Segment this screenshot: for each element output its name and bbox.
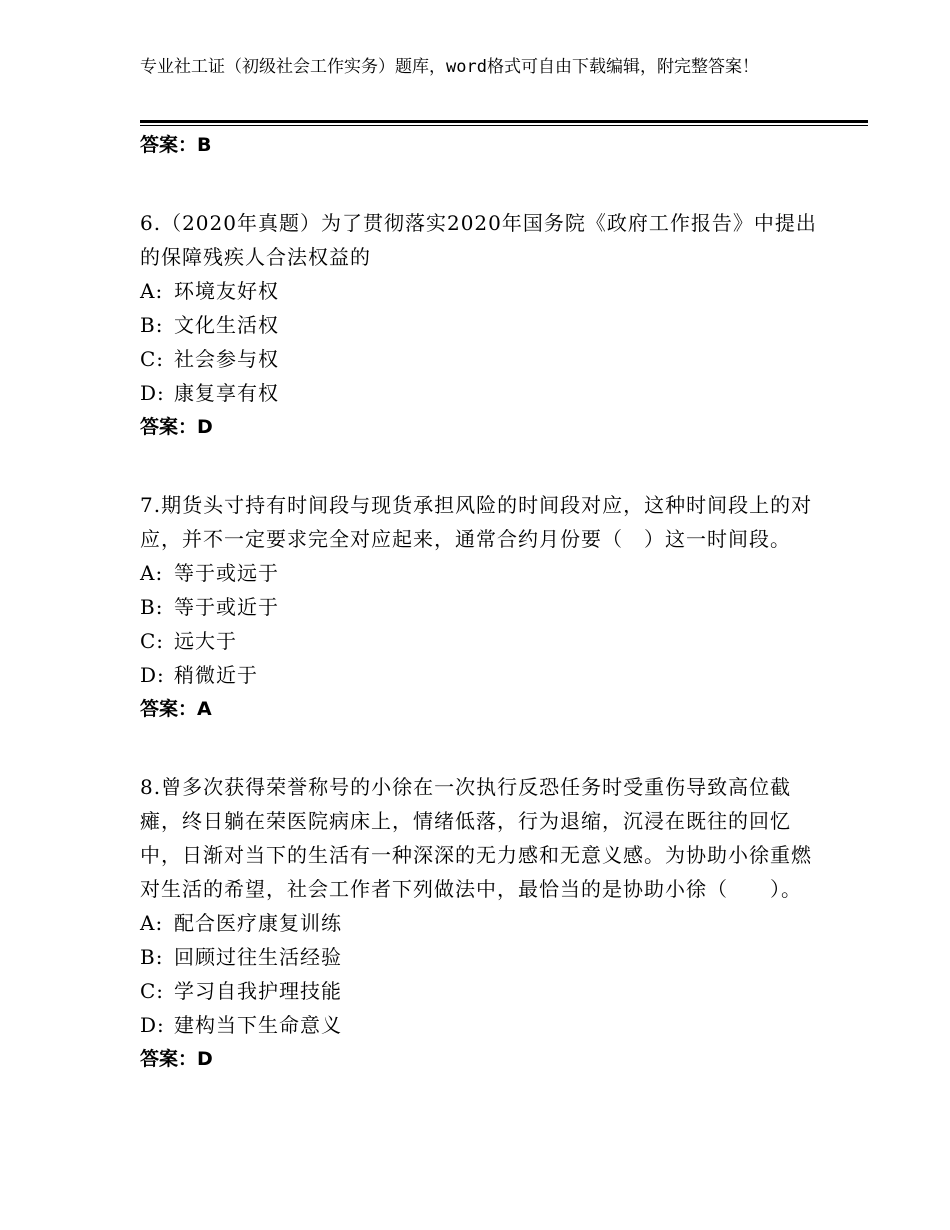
question-8	[140, 770, 820, 1076]
option-d	[140, 376, 820, 410]
answer: 答案：D	[140, 1048, 213, 1070]
option-c	[140, 974, 820, 1008]
option-letter: B:	[140, 595, 164, 619]
option-a	[140, 906, 820, 940]
answer: 答案：A	[140, 698, 212, 720]
option-letter: D:	[140, 1013, 165, 1037]
answer: 答案：D	[140, 416, 213, 438]
header-title: 专业社工证（初级社会工作实务）题库，word格式可自由下载编辑，附完整答案！	[140, 57, 759, 77]
option-letter: B:	[140, 945, 164, 969]
option-text: 建构当下生命意义	[174, 1013, 342, 1037]
option-text: 环境友好权	[174, 279, 279, 303]
option-letter: D:	[140, 381, 165, 405]
page-header	[140, 56, 800, 79]
previous-answer: 答案：B	[140, 134, 212, 156]
question-stem: 7.期货头寸持有时间段与现货承担风险的时间段对应，这种时间段上的对应，并不一定要求完全对应起来，通常合约月份要（ ）这一时间段。	[140, 493, 813, 551]
option-b	[140, 308, 820, 342]
option-text: 稍微近于	[174, 663, 258, 687]
option-letter: C:	[140, 347, 165, 371]
option-text: 学习自我护理技能	[174, 979, 342, 1003]
option-d	[140, 658, 820, 692]
option-c	[140, 342, 820, 376]
option-a	[140, 274, 820, 308]
option-letter: A:	[140, 561, 164, 585]
option-letter: C:	[140, 629, 165, 653]
option-text: 等于或远于	[174, 561, 279, 585]
option-text: 社会参与权	[174, 347, 279, 371]
document-body	[140, 128, 820, 1076]
header-rule-thick	[140, 120, 868, 123]
option-text: 等于或近于	[174, 595, 279, 619]
question-6	[140, 206, 820, 444]
option-b	[140, 590, 820, 624]
option-letter: A:	[140, 911, 164, 935]
option-text: 文化生活权	[174, 313, 279, 337]
question-stem: 6.（2020年真题）为了贯彻落实2020年国务院《政府工作报告》中提出的保障残疾人合法权益的	[140, 211, 817, 269]
option-text: 回顾过往生活经验	[174, 945, 342, 969]
option-letter: D:	[140, 663, 165, 687]
option-letter: A:	[140, 279, 164, 303]
option-c	[140, 624, 820, 658]
option-letter: B:	[140, 313, 164, 337]
option-a	[140, 556, 820, 590]
option-letter: C:	[140, 979, 165, 1003]
option-text: 配合医疗康复训练	[174, 911, 342, 935]
header-rule-thin	[140, 125, 868, 126]
option-text: 康复享有权	[174, 381, 279, 405]
question-7	[140, 488, 820, 726]
option-b	[140, 940, 820, 974]
option-text: 远大于	[174, 629, 237, 653]
question-stem: 8.曾多次获得荣誉称号的小徐在一次执行反恐任务时受重伤导致高位截瘫，终日躺在荣医院病床上，情绪低落，行为退缩，沉浸在既往的回忆中，日渐对当下的生活有一种深深的无力感和无意义感。为协助小徐重燃对生活的希望，社会工作者下列做法中，最恰当的是协助小徐（ ）。	[140, 775, 812, 901]
option-d	[140, 1008, 820, 1042]
